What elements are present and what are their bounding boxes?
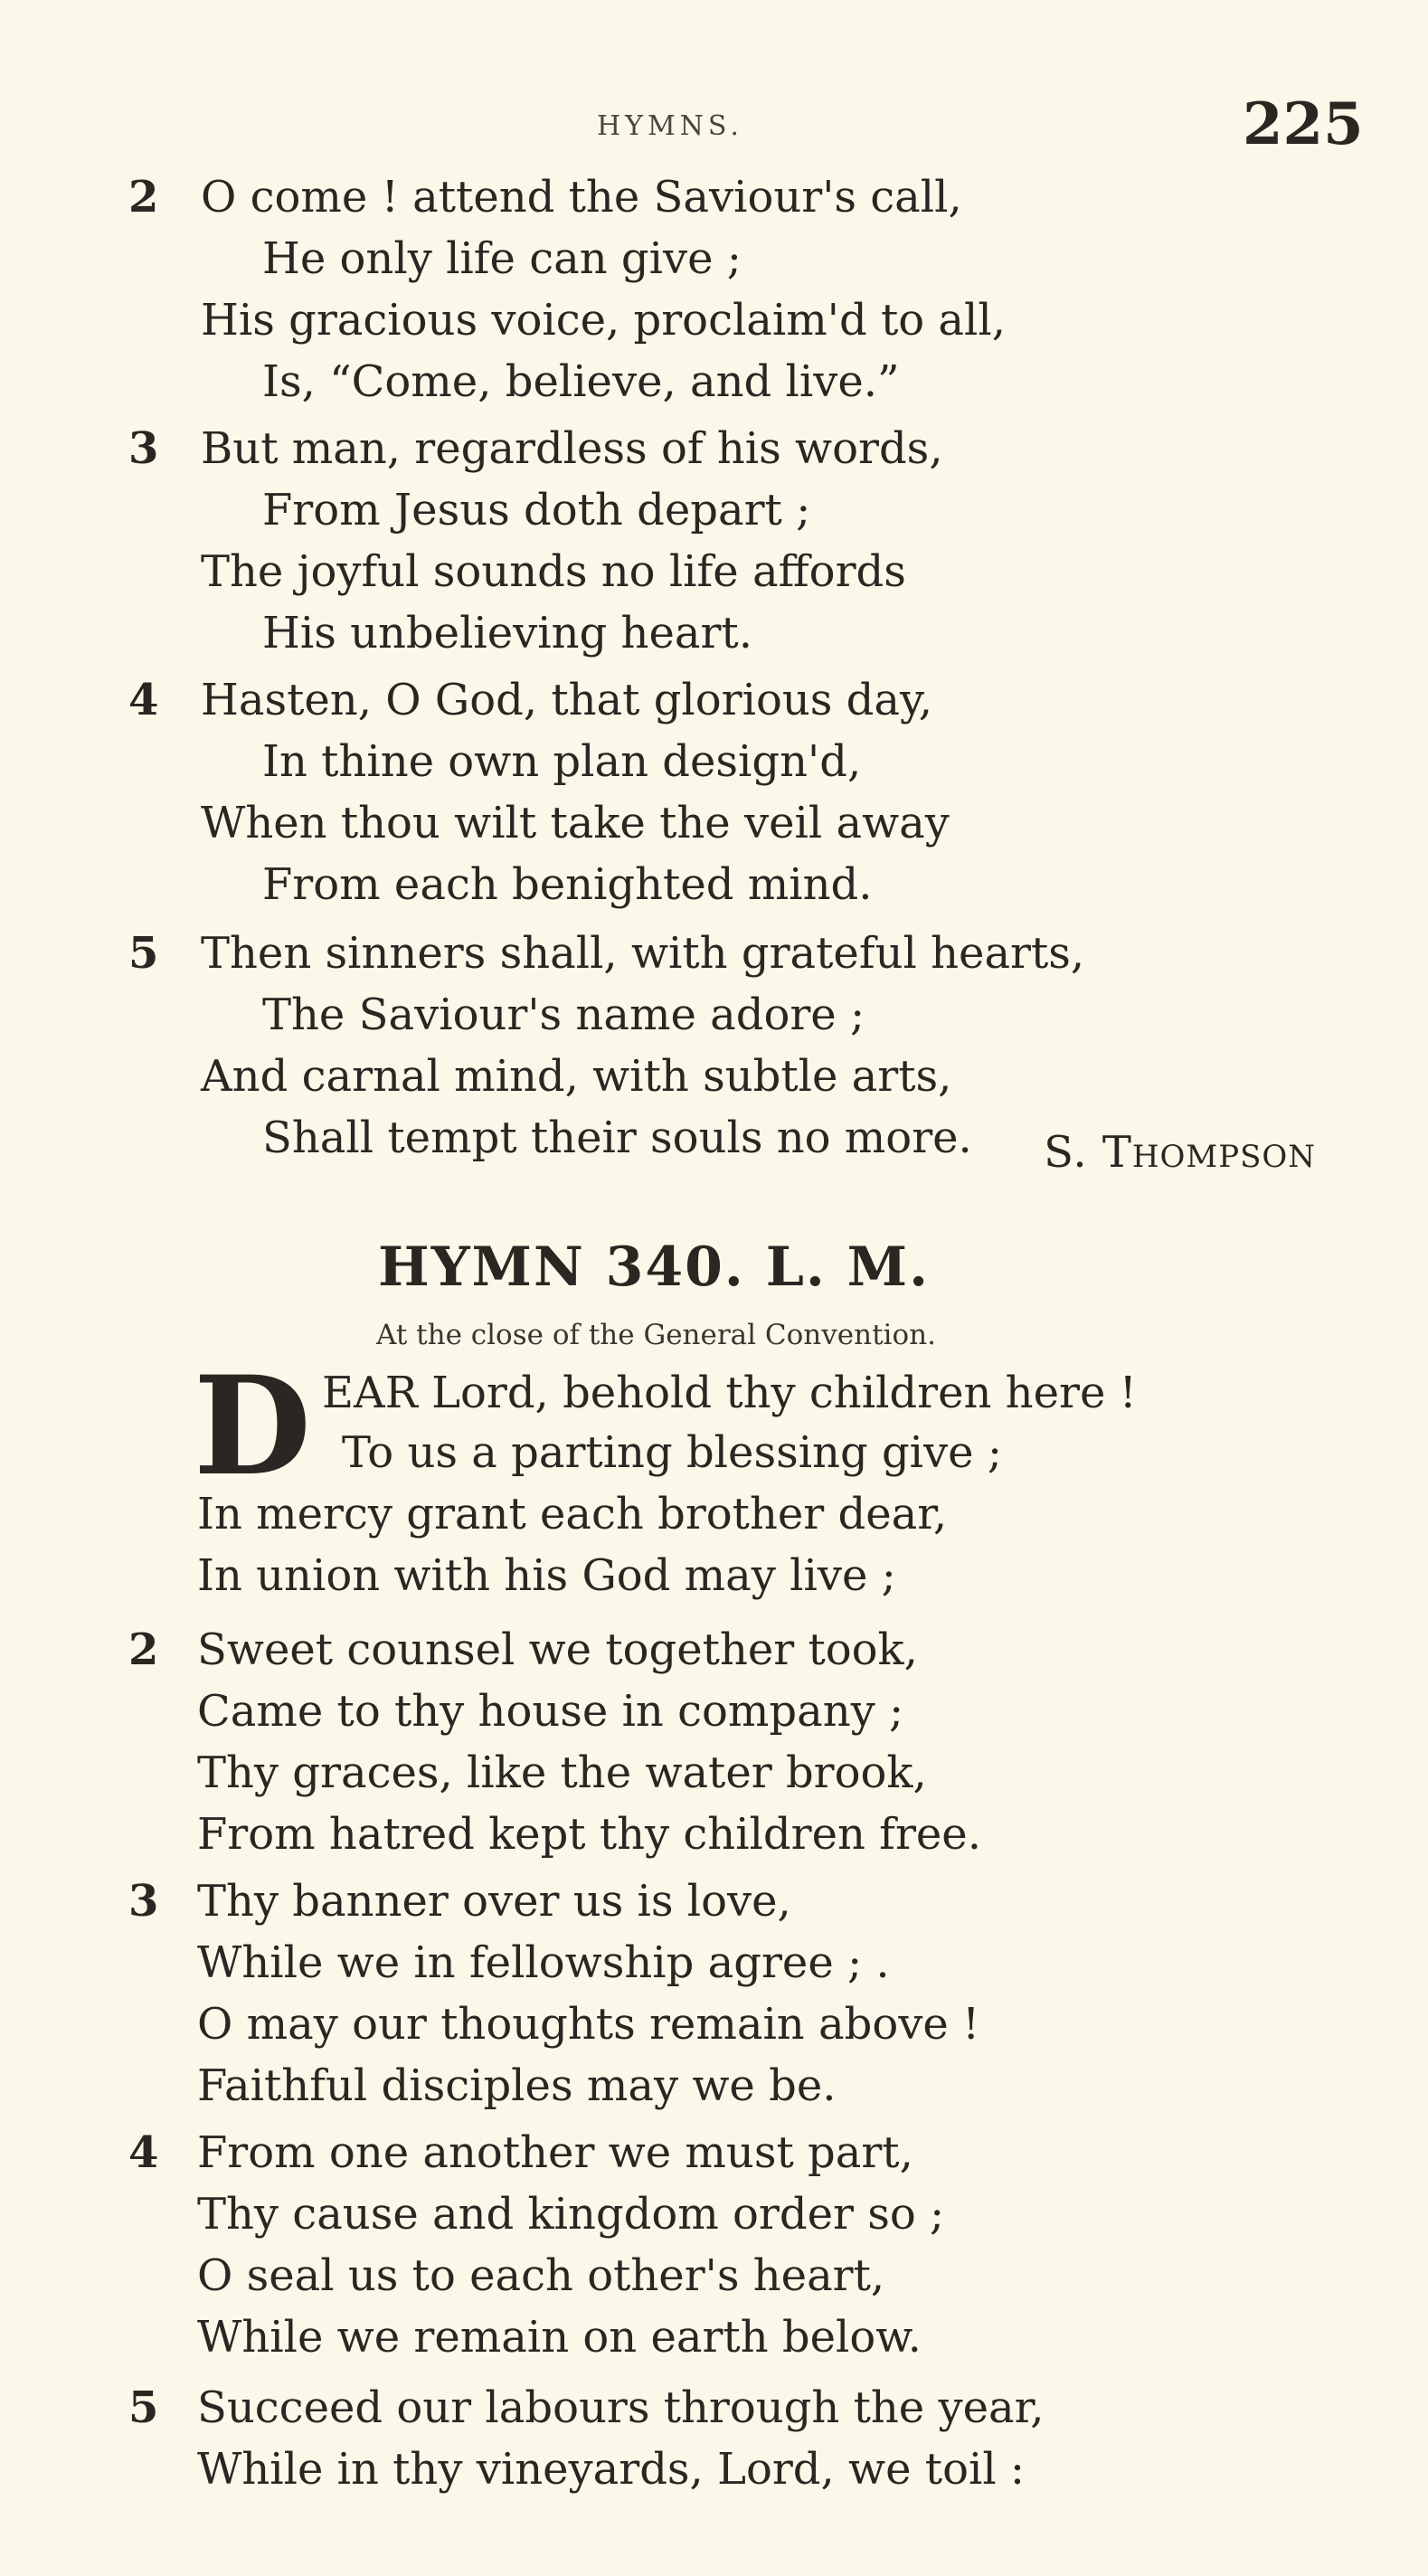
verse-line: Faithful disciples may we be. xyxy=(197,2060,837,2111)
hymn-title: HYMN 340. L. M. xyxy=(378,1236,930,1299)
verse-line: Came to thy house in company ; xyxy=(197,1686,904,1737)
verse-line: His gracious voice, proclaim'd to all, xyxy=(201,295,1006,346)
verse-line: Succeed our labours through the year, xyxy=(197,2382,1045,2433)
hymn-occasion: At the close of the General Convention. xyxy=(376,1319,936,1351)
author-attribution: S. Thompson xyxy=(1044,1127,1316,1178)
verse-line: EAR Lord, behold thy children here ! xyxy=(322,1368,1137,1418)
verse-line: The joyful sounds no life affords xyxy=(201,546,906,597)
verse-line: Thy cause and kingdom order so ; xyxy=(197,2189,945,2240)
verse-line: While we in fellowship agree ; . xyxy=(197,1937,890,1988)
stanza-number: 4 xyxy=(128,2127,159,2178)
verse-line: O seal us to each other's heart, xyxy=(197,2250,885,2301)
verse-line: And carnal mind, with subtle arts, xyxy=(201,1051,952,1102)
verse-line: The Saviour's name adore ; xyxy=(262,990,865,1040)
verse-line: To us a parting blessing give ; xyxy=(342,1427,1002,1478)
stanza-number: 4 xyxy=(128,675,159,725)
verse-line: From hatred kept thy children free. xyxy=(197,1809,981,1860)
verse-line: In thine own plan design'd, xyxy=(262,736,862,787)
drop-cap: D xyxy=(194,1347,312,1506)
verse-line: Is, “Come, believe, and live.” xyxy=(262,356,900,407)
page-number: 225 xyxy=(1243,90,1364,158)
verse-line: O may our thoughts remain above ! xyxy=(197,1999,980,2050)
verse-line: From each benighted mind. xyxy=(262,859,873,910)
verse-line: But man, regardless of his words, xyxy=(201,423,943,474)
verse-line: While in thy vineyards, Lord, we toil : xyxy=(197,2444,1026,2495)
verse-line: Thy graces, like the water brook, xyxy=(197,1747,927,1798)
page-header xyxy=(0,83,1428,156)
running-head: HYMNS. xyxy=(597,110,743,142)
verse-line: While we remain on earth below. xyxy=(197,2312,922,2363)
verse-line: In union with his God may live ; xyxy=(197,1550,896,1601)
verse-line: Thy banner over us is love, xyxy=(197,1876,791,1927)
verse-line: Then sinners shall, with grateful hearts, xyxy=(201,928,1085,979)
verse-line: Shall tempt their souls no more. xyxy=(262,1113,972,1163)
verse-line: Sweet counsel we together took, xyxy=(197,1624,918,1675)
stanza-number: 2 xyxy=(128,1624,159,1675)
stanza-number: 3 xyxy=(128,1876,159,1927)
stanza-number: 5 xyxy=(128,2382,159,2433)
verse-line: When thou wilt take the veil away xyxy=(201,798,950,848)
verse-line: In mercy grant each brother dear, xyxy=(197,1489,948,1539)
stanza-number: 2 xyxy=(128,172,159,223)
verse-line: Hasten, O God, that glorious day, xyxy=(201,675,933,725)
verse-line: He only life can give ; xyxy=(262,233,742,284)
verse-line: His unbelieving heart. xyxy=(262,608,752,658)
verse-line: O come ! attend the Saviour's call, xyxy=(201,172,962,223)
verse-line: From one another we must part, xyxy=(197,2127,913,2178)
stanza-number: 3 xyxy=(128,423,159,474)
verse-line: From Jesus doth depart ; xyxy=(262,485,811,535)
stanza-number: 5 xyxy=(128,928,159,979)
